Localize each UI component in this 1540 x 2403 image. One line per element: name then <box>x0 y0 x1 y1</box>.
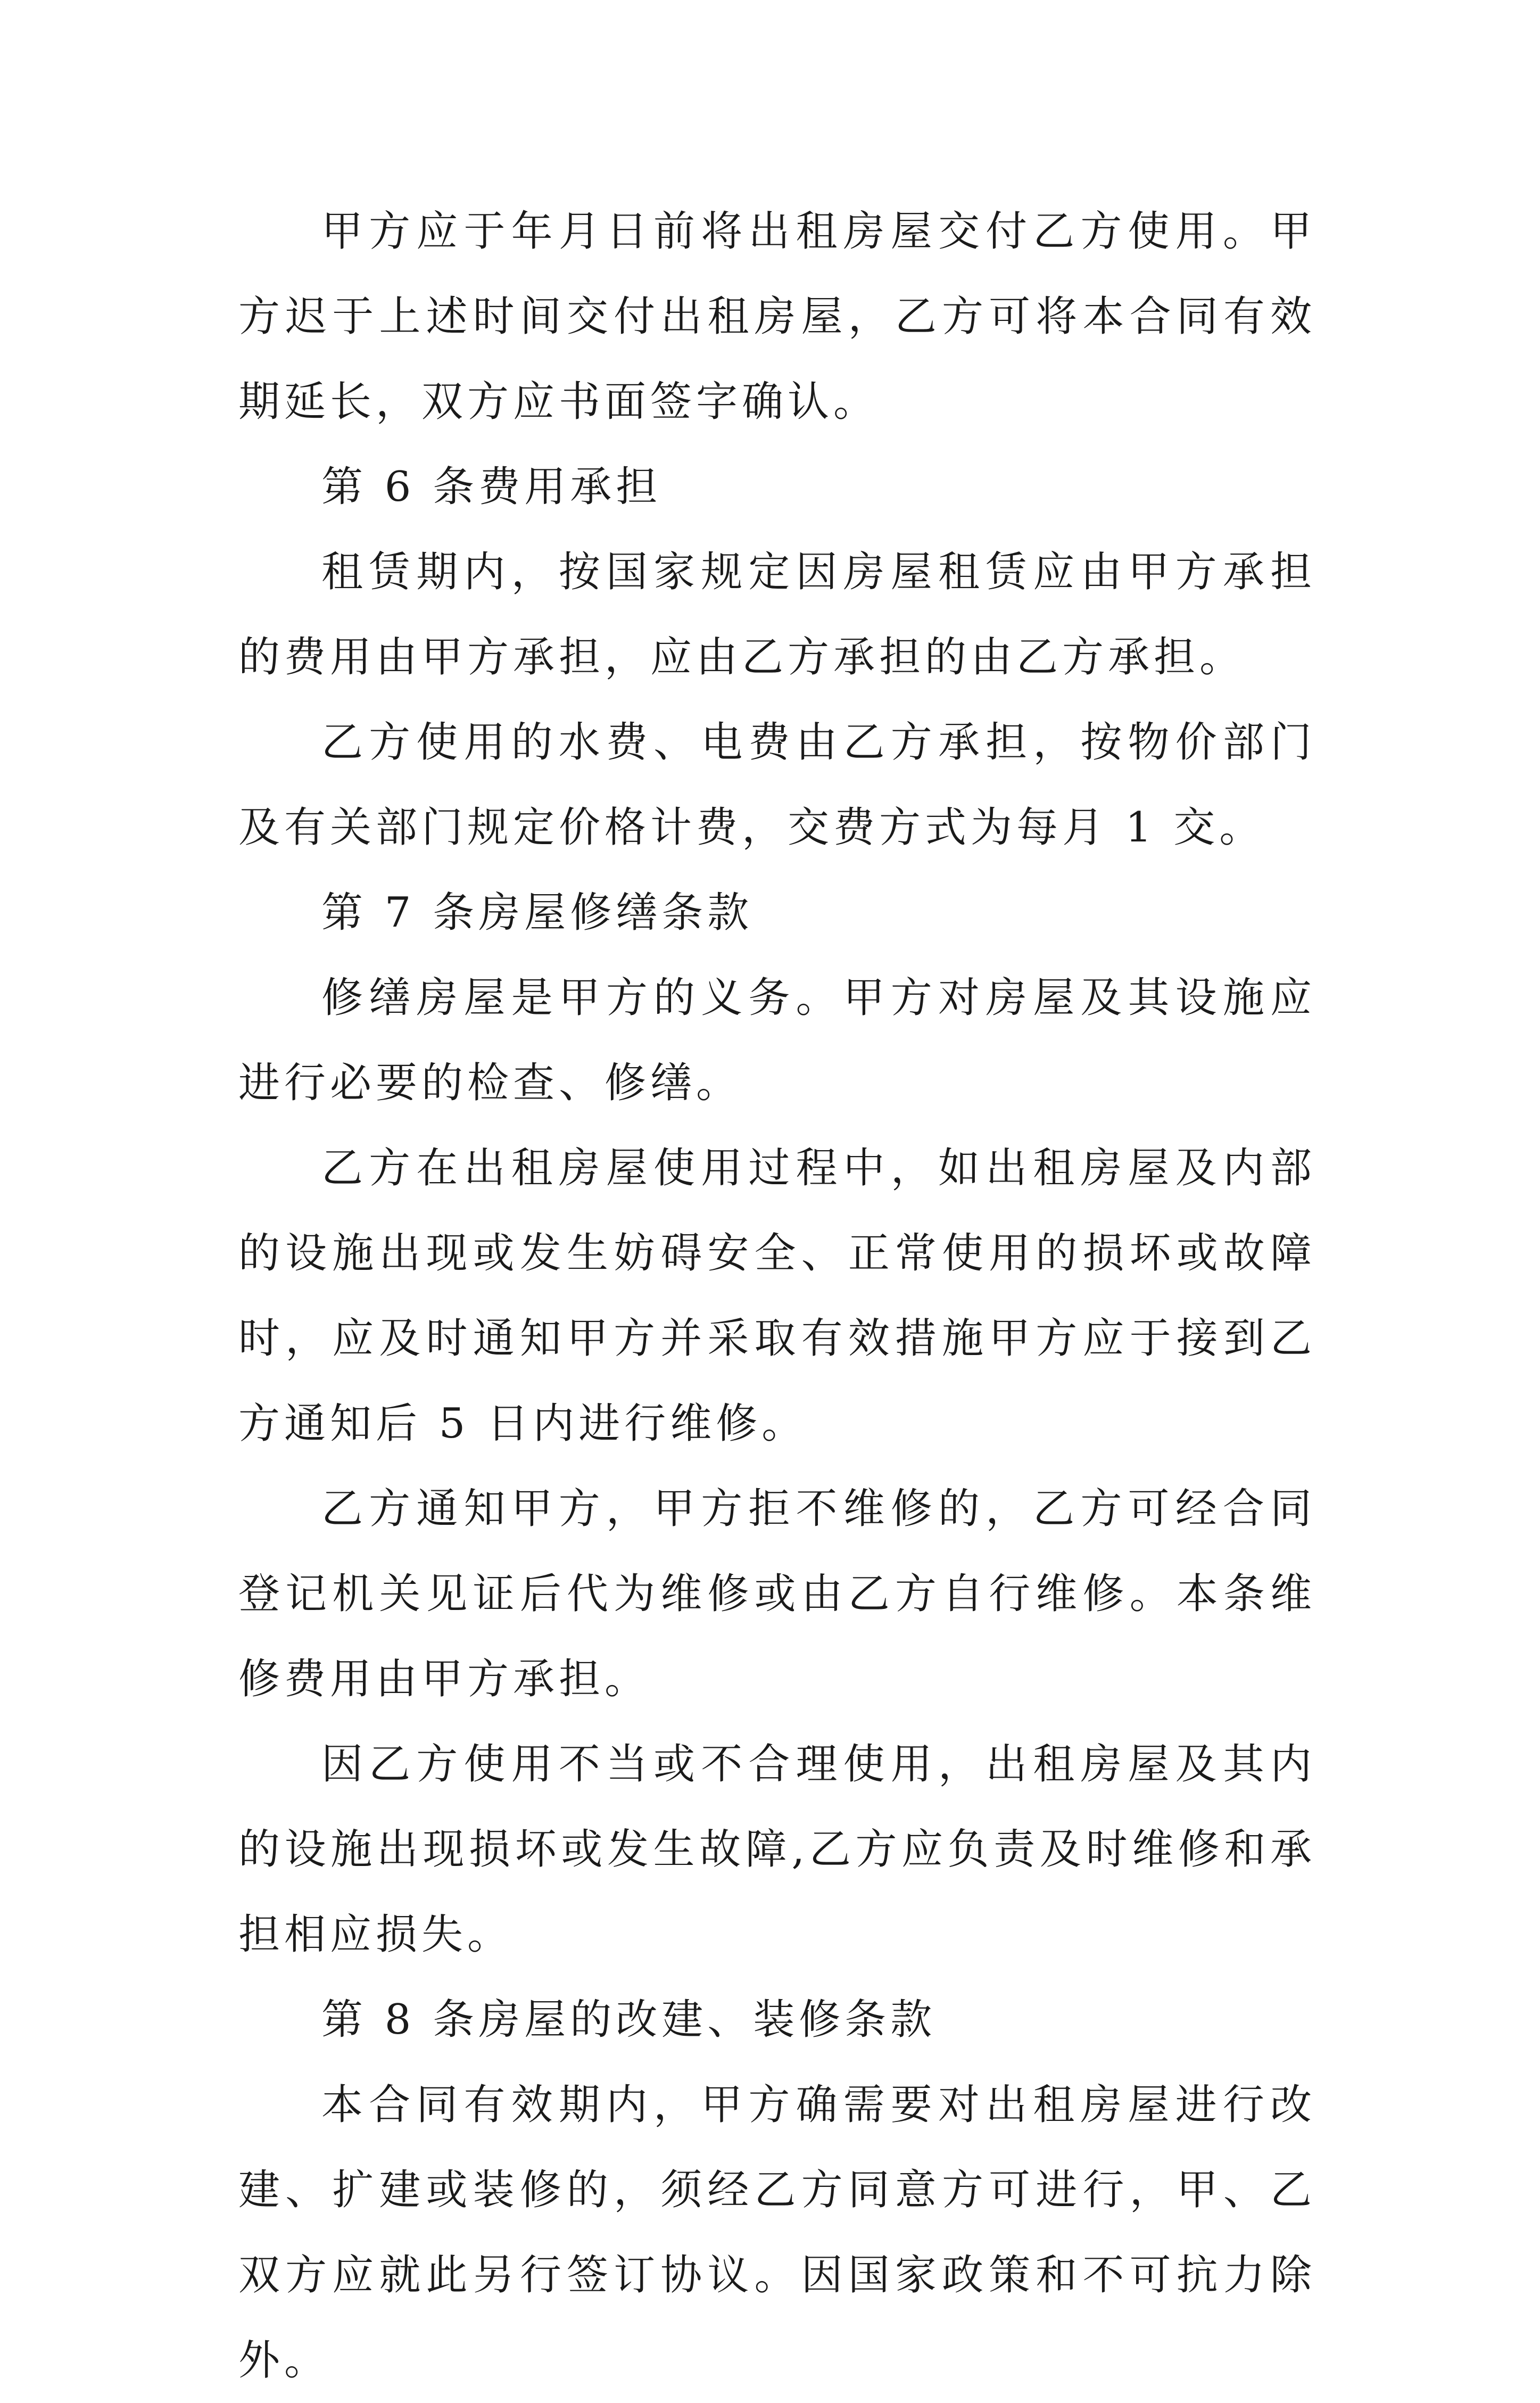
paragraph-repair-refusal: 乙方通知甲方，甲方拒不维修的，乙方可经合同登记机关见证后代为维修或由乙方自行维修。本条维修费用由甲方承担。 <box>238 1485 1316 1703</box>
document-body <box>238 189 1316 2403</box>
section-heading-7: 第 7 条房屋修缮条款 <box>321 889 754 937</box>
section-heading-8: 第 8 条房屋的改建、装修条款 <box>321 1996 937 2044</box>
paragraph-improper-use: 因乙方使用不当或不合理使用，出租房屋及其内的设施出现损坏或发生故障,乙方应负责及时维修和承担相应损失。 <box>238 1740 1316 1959</box>
paragraph-fees: 租赁期内，按国家规定因房屋租赁应由甲方承担的费用由甲方承担，应由乙方承担的由乙方承担。 <box>238 548 1316 681</box>
paragraph-delivery: 甲方应于年月日前将出租房屋交付乙方使用。甲方迟于上述时间交付出租房屋，乙方可将本合同有效期延长，双方应书面签字确认。 <box>238 208 1316 426</box>
paragraph-repair-notice: 乙方在出租房屋使用过程中，如出租房屋及内部的设施出现或发生妨碍安全、正常使用的损坏或故障时，应及时通知甲方并采取有效措施甲方应于接到乙方通知后 5 日内进行维修。 <box>238 1144 1316 1448</box>
paragraph-utilities: 乙方使用的水费、电费由乙方承担，按物价部门及有关部门规定价格计费，交费方式为每月 1 交。 <box>238 719 1316 852</box>
section-heading-6: 第 6 条费用承担 <box>321 463 662 511</box>
paragraph-renovation: 本合同有效期内，甲方确需要对出租房屋进行改建、扩建或装修的，须经乙方同意方可进行，甲、乙双方应就此另行签订协议。因国家政策和不可抗力除外。 <box>238 2081 1316 2384</box>
paragraph-repair-duty: 修缮房屋是甲方的义务。甲方对房屋及其设施应进行必要的检查、修缮。 <box>238 974 1316 1107</box>
